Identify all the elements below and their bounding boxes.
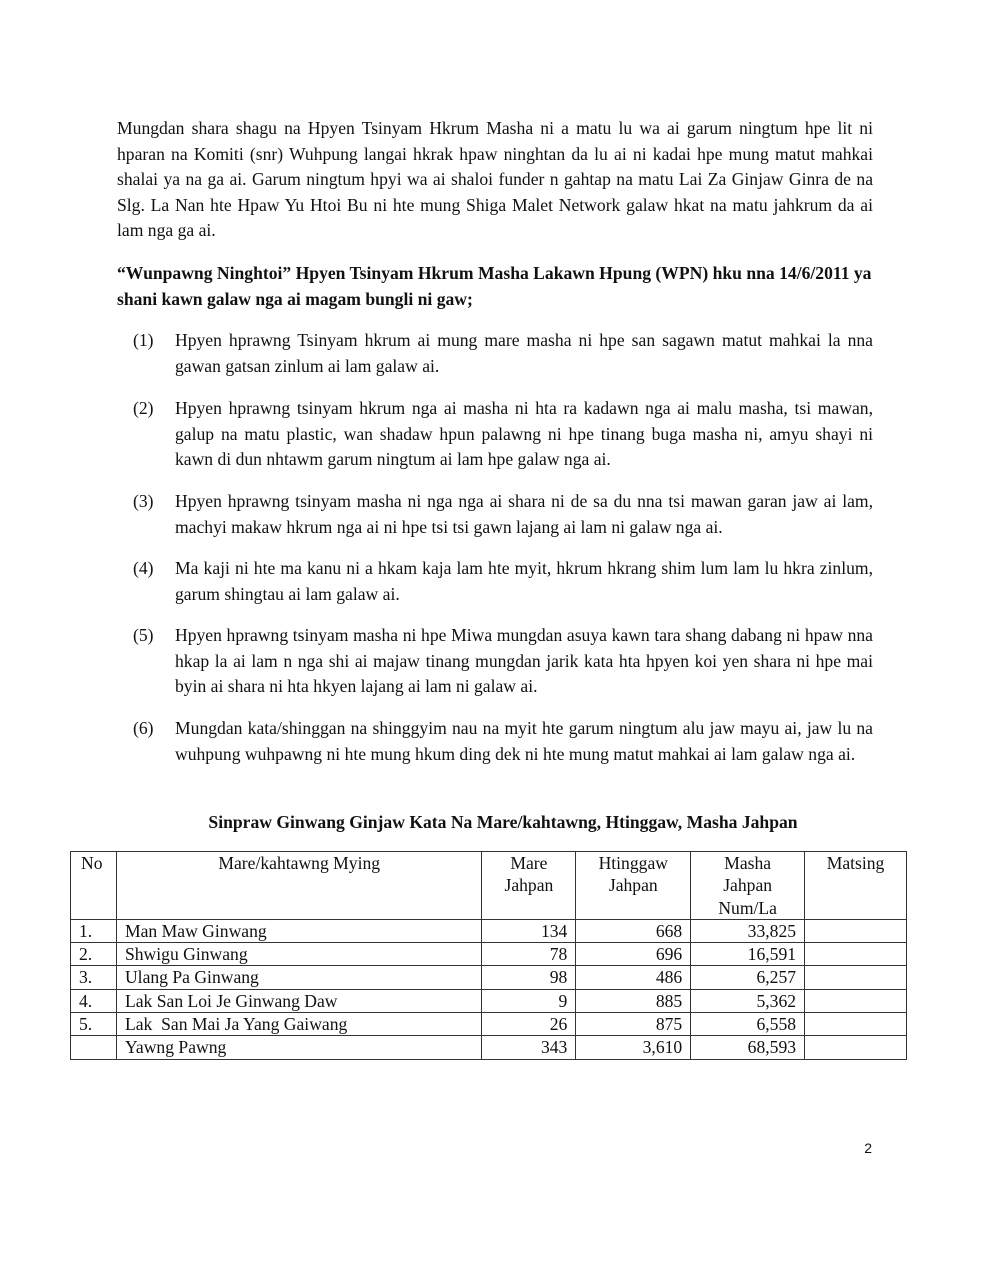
list-item (133, 396, 873, 473)
list-item-number: (4) (133, 558, 154, 578)
list-item-text: Hpyen hprawng tsinyam masha ni nga nga ai shara ni de sa du nna tsi mawan garan jaw ai lam, machyi makaw hkrum nga ai ni hpe tsi tsi gawn lajang ai lam ni galaw nga ai. (175, 491, 873, 537)
cell-mare: 134 (482, 919, 576, 942)
header-masha-line1: Masha (724, 853, 772, 873)
list-item (133, 716, 873, 767)
cell-name: Lak San Mai Ja Yang Gaiwang (116, 1013, 482, 1036)
cell-name: Yawng Pawng (116, 1036, 482, 1059)
table-row (71, 966, 907, 989)
cell-name: Man Maw Ginwang (116, 919, 482, 942)
list-item (133, 556, 873, 607)
header-masha-line3: Num/La (718, 897, 777, 918)
cell-matsing (805, 919, 907, 942)
cell-no: 1. (71, 919, 117, 942)
cell-name: Ulang Pa Ginwang (116, 966, 482, 989)
list-item (133, 328, 873, 379)
table-row (71, 943, 907, 966)
cell-no: 4. (71, 989, 117, 1012)
list-item-number: (1) (133, 330, 154, 350)
table-row (71, 1013, 907, 1036)
header-matsing: Matsing (805, 852, 907, 920)
cell-no: 2. (71, 943, 117, 966)
header-mare-line1: Mare (510, 853, 548, 873)
header-masha (691, 852, 805, 920)
cell-htinggaw: 486 (576, 966, 691, 989)
cell-no: 5. (71, 1013, 117, 1036)
cell-htinggaw: 885 (576, 989, 691, 1012)
table-title: Sinpraw Ginwang Ginjaw Kata Na Mare/kahtawng, Htinggaw, Masha Jahpan (208, 812, 798, 832)
cell-htinggaw: 875 (576, 1013, 691, 1036)
cell-masha: 6,558 (691, 1013, 805, 1036)
table-row (71, 989, 907, 1012)
cell-masha: 6,257 (691, 966, 805, 989)
intro-paragraph: Mungdan shara shagu na Hpyen Tsinyam Hkrum Masha ni a matu lu wa ai garum ningtum hpe lit ni hparan na Komiti (snr) Wuhpung langai hkrak hpaw ninghtan da lu ai ni kadai hpe mung matut mahkai shalai ya na ga ai. Garum ningtum hpyi wa ai shaloi funder n gahtap na matu Lai Za Ginjaw Ginra de na Slg. La Nan hte Hpaw Yu Htoi Bu ni hte mung Shiga Malet Network galaw hkat na matu jahkrum da ai lam nga ga ai. (117, 118, 873, 241)
cell-mare: 343 (482, 1036, 576, 1059)
cell-matsing (805, 943, 907, 966)
cell-matsing (805, 989, 907, 1012)
table-header-row (71, 852, 907, 920)
cell-no: 3. (71, 966, 117, 989)
list-item-number: (3) (133, 491, 154, 511)
header-no: No (71, 852, 117, 920)
cell-no (71, 1036, 117, 1059)
cell-matsing (805, 1036, 907, 1059)
cell-mare: 78 (482, 943, 576, 966)
cell-htinggaw: 668 (576, 919, 691, 942)
cell-masha: 33,825 (691, 919, 805, 942)
list-item-text: Hpyen hprawng tsinyam hkrum nga ai masha ni hta ra kadawn nga ai malu masha, tsi mawan, galup na matu plastic, wan shadaw hpun palawng ni hpe tinang buga masha ni, amyu shayi ni kawn di dun nhtawm garum ningtum ai lam hpe galaw nga ai. (175, 398, 873, 470)
list-item (133, 489, 873, 540)
cell-masha: 5,362 (691, 989, 805, 1012)
table-total-row (71, 1036, 907, 1059)
list-item-number: (2) (133, 398, 154, 418)
list-item (133, 623, 873, 700)
cell-masha: 16,591 (691, 943, 805, 966)
list-item-text: Ma kaji ni hte ma kanu ni a hkam kaja lam hte myit, hkrum hkrang shim lum lam lu hkra zinlum, garum shingtau ai lam galaw ai. (175, 558, 873, 604)
header-mare-line2: Jahpan (504, 875, 554, 896)
header-htinggaw (576, 852, 691, 920)
cell-name: Shwigu Ginwang (116, 943, 482, 966)
cell-mare: 98 (482, 966, 576, 989)
data-table (70, 851, 907, 1060)
cell-mare: 26 (482, 1013, 576, 1036)
list-item-number: (5) (133, 625, 154, 645)
header-htinggaw-line2: Jahpan (608, 875, 658, 896)
table-row (71, 919, 907, 942)
cell-htinggaw: 696 (576, 943, 691, 966)
section-heading: “Wunpawng Ninghtoi” Hpyen Tsinyam Hkrum Masha Lakawn Hpung (WPN) hku nna 14/6/2011 ya shani kawn galaw nga ai magam bungli ni gaw; (117, 263, 872, 309)
list-item-number: (6) (133, 718, 154, 738)
header-masha-line2: Jahpan (723, 875, 773, 896)
list-item-text: Hpyen hprawng Tsinyam hkrum ai mung mare masha ni hpe san sagawn matut mahkai la nna gawan gatsan zinlum ai lam galaw ai. (175, 330, 873, 376)
header-name: Mare/kahtawng Mying (116, 852, 482, 920)
page-number: 2 (864, 1140, 872, 1156)
list-item-text: Mungdan kata/shinggan na shinggyim nau na myit hte garum ningtum alu jaw mayu ai, jaw lu na wuhpung wuhpawng ni hte mung hkum ding dek ni hte mung matut mahkai ai lam galaw nga ai. (175, 718, 873, 764)
cell-name: Lak San Loi Je Ginwang Daw (116, 989, 482, 1012)
list-item-text: Hpyen hprawng tsinyam masha ni hpe Miwa mungdan asuya kawn tara shang dabang ni hpaw nna hkap la ai lam n nga shi ai majaw tinang mungdan jarik kata hta hpyen koi yen shara ni hpe mai byin ai shara ni hta hkyen lajang ai lam ni galaw ai. (175, 625, 873, 697)
header-htinggaw-line1: Htinggaw (598, 853, 668, 873)
cell-matsing (805, 1013, 907, 1036)
cell-mare: 9 (482, 989, 576, 1012)
cell-matsing (805, 966, 907, 989)
cell-masha: 68,593 (691, 1036, 805, 1059)
cell-htinggaw: 3,610 (576, 1036, 691, 1059)
header-mare (482, 852, 576, 920)
